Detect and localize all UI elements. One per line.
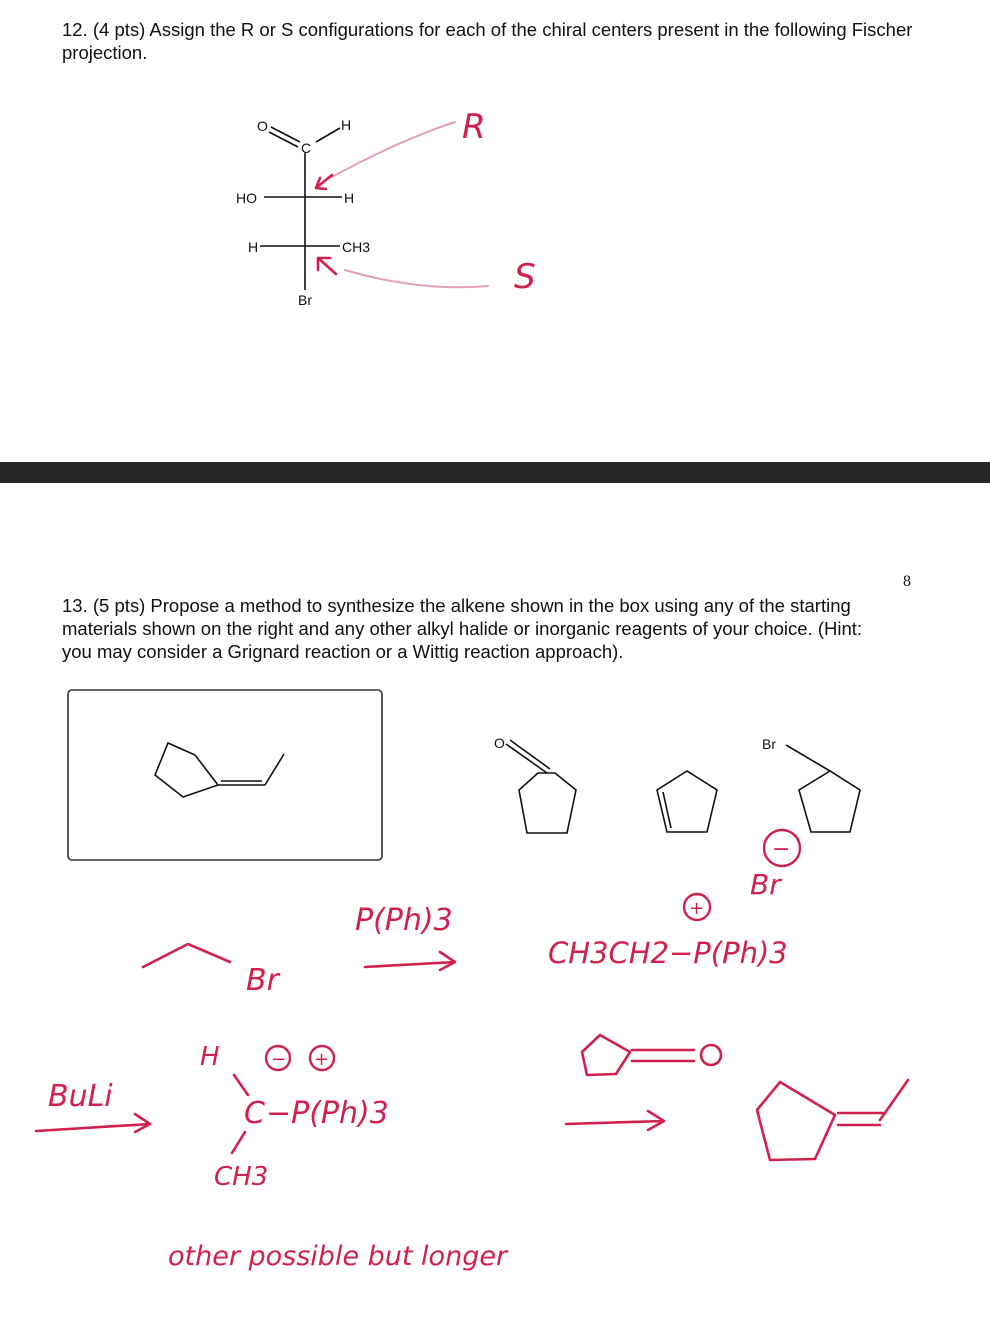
answer-r-label: R [462,107,486,147]
cyclopentene [657,771,717,832]
fischer-c-label: C [301,140,312,156]
fischer-projection [236,117,370,308]
ylide-plus-label: + [314,1049,330,1070]
reactant-br-label: Br [246,963,279,998]
hand-cyclopentanone [582,1035,721,1075]
ylide-c-label: C [244,1096,265,1131]
phosphonium-salt-label: CH3CH2−P(Ph)3 [548,936,788,970]
fischer-o-label: O [257,118,268,134]
minus-charge-label: − [772,837,791,862]
note-label: other possible but longer [168,1241,508,1272]
counterion-br-label: Br [750,868,781,901]
target-alkene [155,743,284,797]
target-box [68,690,382,860]
fischer-h-right-label: H [344,190,355,206]
ylide-minus-label: − [271,1049,287,1070]
arrow-step3-icon [566,1111,664,1130]
question-12-text: 12. (4 pts) Assign the R or S configurations for each of the chiral centers present in the following Fischer projection. [62,19,913,63]
bromocyclopentane [762,736,860,832]
bromide-br-label: Br [762,736,776,752]
ketone-o-label: O [494,735,505,751]
fischer-ho-label: HO [236,190,257,206]
arrow-step2-icon [36,1114,150,1132]
fischer-h-left-label: H [248,239,259,255]
cyclopentanone [494,735,576,833]
hand-product-alkene [757,1080,908,1160]
arrow-step1-icon [365,952,455,970]
ylide-ch3-label: CH3 [214,1162,269,1192]
buli-label: BuLi [48,1079,113,1114]
question-13-text: 13. (5 pts) Propose a method to synthesize the alkene shown in the box using any of the starting materials shown on the right and any other alkyl halide or inorganic reagents of your choice. (Hint: you may consider a Grignard reaction or a Wittig reaction approach). [62,595,863,662]
fischer-h-top-label: H [341,117,352,133]
ylide-p-label: −P(Ph)3 [266,1096,389,1131]
reagent-pph3-label: P(Ph)3 [355,903,453,938]
fischer-ch3-label: CH3 [342,239,371,255]
ethyl-bromide-skeleton [143,944,230,967]
ylide-h-label: H [200,1042,220,1072]
hand-ketone-o-icon [701,1045,721,1065]
answer-s-label: S [514,257,536,297]
page-number: 8 [903,573,911,590]
fischer-br-label: Br [298,292,312,308]
plus-charge-label: + [689,898,705,919]
